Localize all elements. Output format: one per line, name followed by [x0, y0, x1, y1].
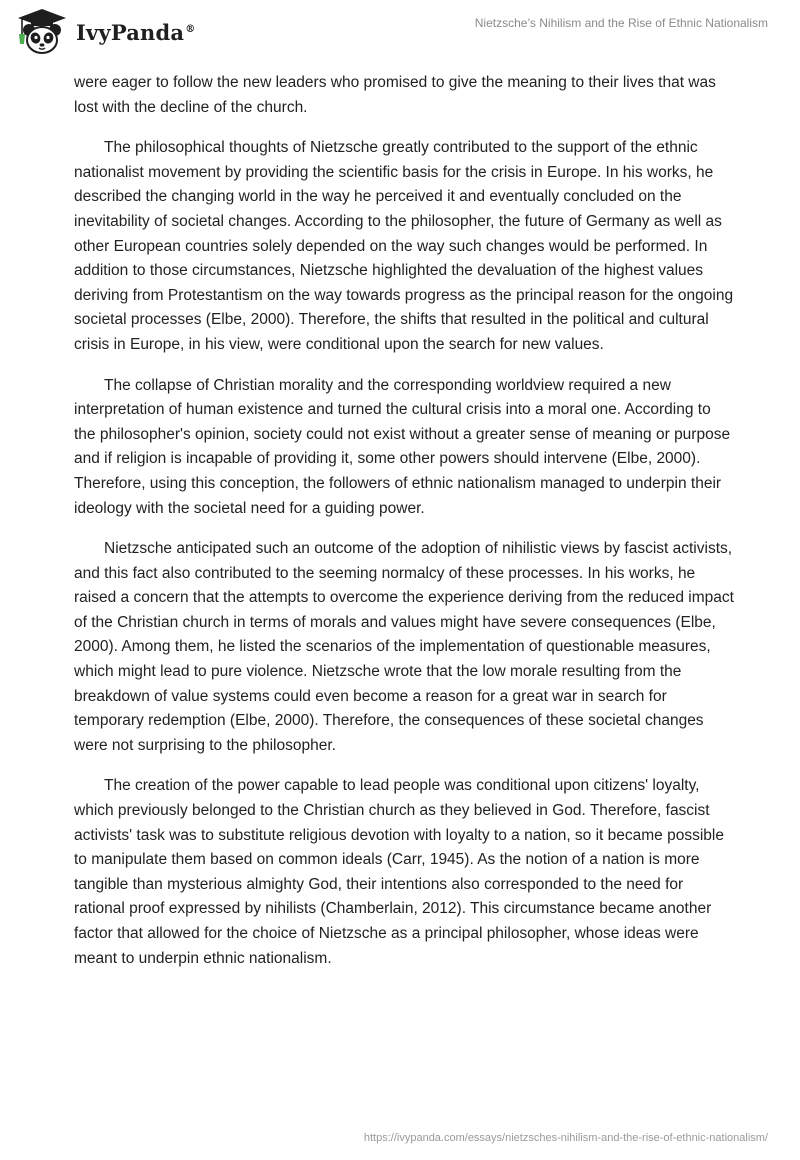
page-header [0, 0, 800, 60]
paragraph: The philosophical thoughts of Nietzsche greatly contributed to the support of the ethnic nationalist movement by providing the scientific basis for the crisis in Europe. In his works, he described the changing world in the way he perceived it and eventually concluded on the inevitability of societal changes. According to the philosopher, the future of Germany as well as other European countries solely depended on the way such changes would be performed. In addition to those circumstances, Nietzsche highlighted the devaluation of the highest values deriving from Protestantism on the way towards progress as the principal reason for the ongoing societal processes (Elbe, 2000). Therefore, the shifts that resulted in the political and cultural crisis in Europe, in his view, were conditional upon the search for new values. [74, 139, 734, 353]
paragraph-continuation: were eager to follow the new leaders who promised to give the meaning to their lives that was lost with the decline of the church. [74, 74, 716, 116]
paragraph: The creation of the power capable to lead people was conditional upon citizens' loyalty, which previously belonged to the Christian church as they believed in God. Therefore, fascist activists' task was to substitute religious devotion with loyalty to a nation, so it became possible to manipulate them based on common ideals (Carr, 1945). As the notion of a nation is more tangible than mysterious almighty God, their intentions also corresponded to the need for rational proof expressed by nihilists (Chamberlain, 2012). This circumstance became another factor that allowed for the choice of Nietzsche as a principal philosopher, whose ideas were meant to underpin ethnic nationalism. [74, 777, 724, 967]
source-url-link[interactable]: https://ivypanda.com/essays/nietzsches-nihilism-and-the-rise-of-ethnic-nationalism/ [363, 1132, 768, 1144]
logo-text: IvyPanda® [76, 19, 196, 45]
paragraph: Nietzsche anticipated such an outcome of the adoption of nihilistic views by fascist activists, and this fact also contributed to the seeming normalcy of these processes. In his works, he raised a concern that the attempts to overcome the experience deriving from the reduced impact of the Christian church in terms of morals and values might have severe consequences (Elbe, 2000). Among them, he listed the scenarios of the implementation of questionable measures, which might lead to pure violence. Nietzsche wrote that the low morale resulting from the breakdown of value systems could even become a reason for a great war in search for temporary redemption (Elbe, 2000). Therefore, the consequences of these societal changes were not surprising to the philosopher. [74, 540, 734, 754]
panda-graduation-icon [14, 6, 70, 58]
document-title: Nietzsche’s Nihilism and the Rise of Ethnic Nationalism [474, 16, 768, 30]
ivypanda-logo[interactable] [14, 6, 195, 58]
essay-body [74, 71, 734, 987]
paragraph: The collapse of Christian morality and the corresponding worldview required a new interpretation of human existence and turned the cultural crisis into a moral one. According to the philosopher's opinion, society could not exist without a greater sense of meaning or purpose and if religion is incapable of providing it, some other powers should intervene (Elbe, 2000). Therefore, using this conception, the followers of ethnic nationalism managed to underpin their ideology with the societal need for a guiding power. [74, 376, 731, 517]
registered-mark: ® [185, 23, 196, 35]
